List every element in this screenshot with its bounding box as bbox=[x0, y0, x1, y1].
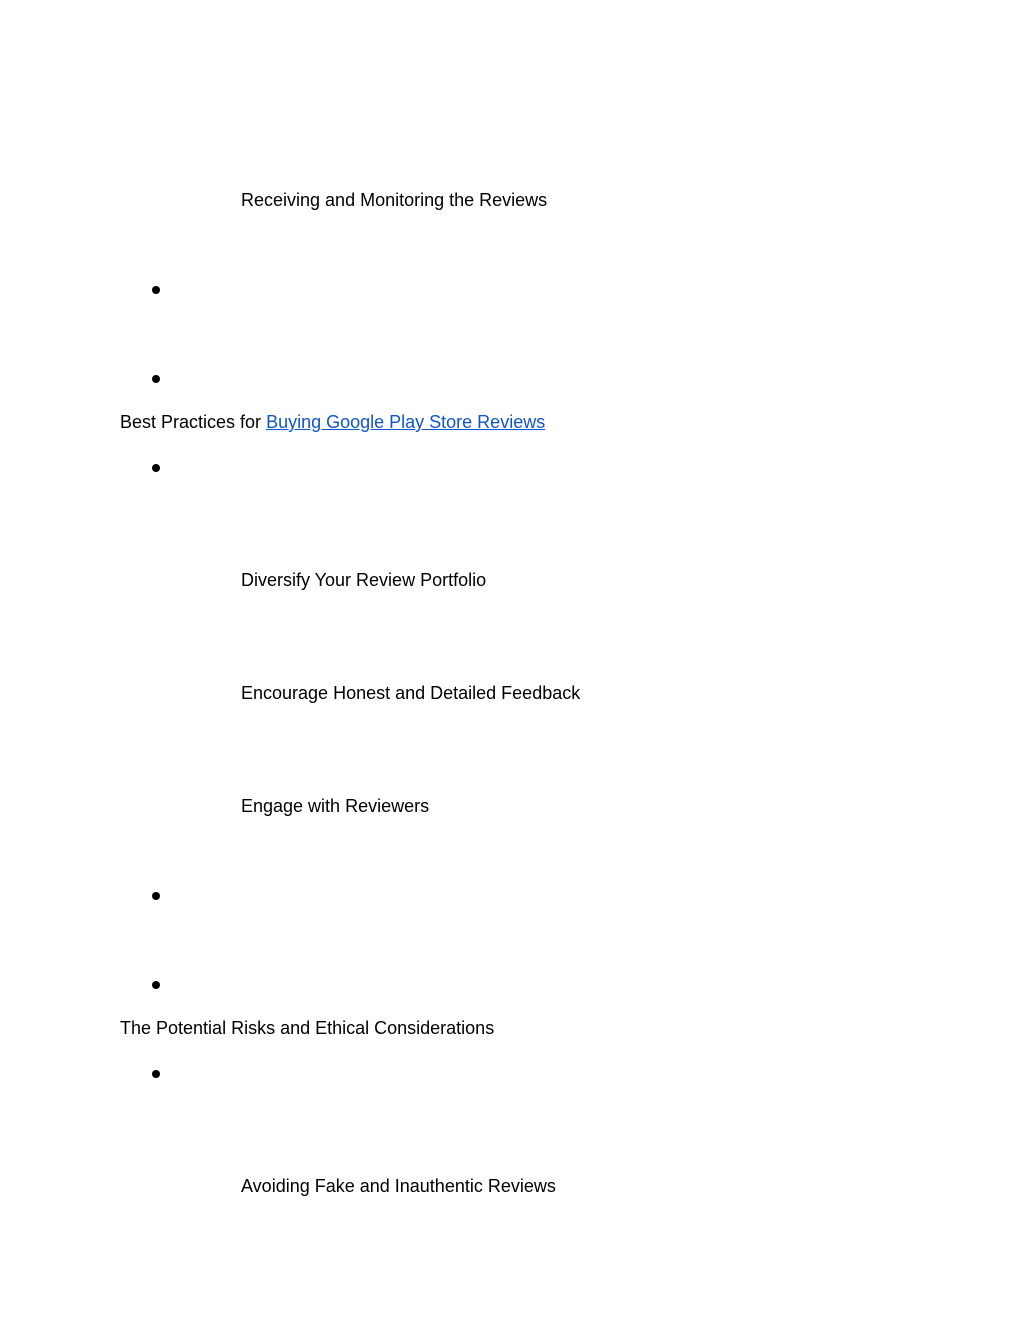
heading-best-practices bbox=[120, 411, 545, 433]
bullet-marker bbox=[152, 464, 160, 472]
bullet-marker bbox=[152, 981, 160, 989]
heading-best-practices-prefix: Best Practices for bbox=[120, 412, 267, 432]
bullet-marker bbox=[152, 892, 160, 900]
bullet-marker bbox=[152, 375, 160, 383]
list-item-engage-reviewers: Engage with Reviewers bbox=[241, 796, 430, 816]
bullet-marker bbox=[152, 1070, 160, 1078]
list-item-receiving-monitoring: Receiving and Monitoring the Reviews bbox=[241, 190, 548, 210]
heading-risks-ethics: The Potential Risks and Ethical Considerations bbox=[120, 1018, 495, 1038]
list-item-diversify-portfolio: Diversify Your Review Portfolio bbox=[241, 570, 487, 590]
buying-reviews-link[interactable]: Buying Google Play Store Reviews bbox=[266, 412, 546, 432]
bullet-marker bbox=[152, 286, 160, 294]
list-item-encourage-feedback: Encourage Honest and Detailed Feedback bbox=[241, 683, 581, 703]
list-item-avoiding-fake-reviews: Avoiding Fake and Inauthentic Reviews bbox=[241, 1176, 556, 1196]
